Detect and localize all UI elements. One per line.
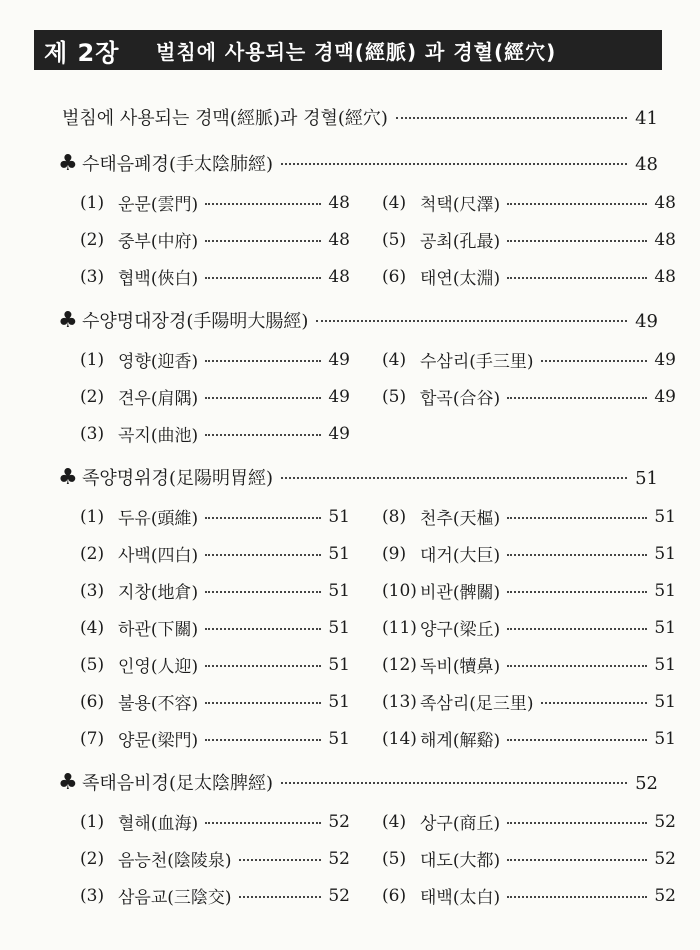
toc-entry xyxy=(382,535,676,572)
entry-page: 49 xyxy=(328,423,350,444)
section-title: 수양명대장경(手陽明大腸經) xyxy=(82,311,309,332)
section-title: 족태음비경(足太陰脾經) xyxy=(82,773,273,794)
entry-name: 태백(太白) xyxy=(420,888,501,908)
dot-leader xyxy=(205,739,321,741)
entry-page: 51 xyxy=(654,691,676,712)
section-page: 52 xyxy=(635,773,658,794)
entry-page: 52 xyxy=(328,811,350,832)
toc-entry xyxy=(382,498,676,535)
dot-leader xyxy=(507,517,647,519)
dot-leader xyxy=(507,665,647,667)
toc-section xyxy=(58,307,676,452)
entry-page: 51 xyxy=(328,654,350,675)
dot-leader xyxy=(507,554,647,556)
toc-entry xyxy=(382,378,676,415)
entry-number: (4) xyxy=(80,617,105,638)
dot-leader xyxy=(507,739,647,741)
dot-leader xyxy=(205,822,321,824)
dot-leader xyxy=(281,163,627,165)
entry-number: (14) xyxy=(382,728,417,749)
toc-entry xyxy=(80,378,350,415)
entry-name: 수삼리(手三里) xyxy=(420,352,534,372)
toc-entry xyxy=(382,221,676,258)
section-page: 49 xyxy=(635,311,658,332)
entry-page: 51 xyxy=(654,580,676,601)
entry-page: 51 xyxy=(654,728,676,749)
toc-sections xyxy=(58,150,676,914)
entry-number: (10) xyxy=(382,580,417,601)
toc-entry xyxy=(382,877,676,914)
toc-section xyxy=(58,464,676,757)
dot-leader xyxy=(205,628,321,630)
toc-entry xyxy=(80,535,350,572)
dot-leader xyxy=(541,702,647,704)
entry-page: 52 xyxy=(654,885,676,906)
entry-number: (2) xyxy=(80,848,105,869)
chapter-title: 벌침에 사용되는 경맥(經脈) 과 경혈(經穴) xyxy=(156,39,557,64)
toc-entry xyxy=(382,646,676,683)
toc-entry xyxy=(80,877,350,914)
toc-entry xyxy=(382,720,676,757)
entry-page: 51 xyxy=(328,506,350,527)
entry-page: 52 xyxy=(654,848,676,869)
entry-name: 불용(不容) xyxy=(118,694,199,714)
dot-leader xyxy=(507,277,647,279)
entry-name: 음능천(陰陵泉) xyxy=(118,851,232,871)
entry-number: (2) xyxy=(80,543,105,564)
toc-entry xyxy=(382,258,676,295)
entry-page: 48 xyxy=(328,229,350,250)
entry-name: 사백(四白) xyxy=(118,546,199,566)
dot-leader xyxy=(507,822,647,824)
toc-entry xyxy=(80,258,350,295)
entry-page: 49 xyxy=(328,349,350,370)
section-page: 51 xyxy=(635,468,658,489)
entry-number: (2) xyxy=(80,386,105,407)
section-heading xyxy=(58,464,658,498)
entry-name: 영향(迎香) xyxy=(118,352,199,372)
toc-section xyxy=(58,150,676,295)
dot-leader xyxy=(205,434,321,436)
entry-number: (1) xyxy=(80,506,105,527)
entry-page: 51 xyxy=(328,580,350,601)
toc-entry xyxy=(80,720,350,757)
table-of-contents xyxy=(58,104,676,914)
dot-leader xyxy=(541,360,647,362)
entry-name: 혈해(血海) xyxy=(118,814,199,834)
toc-entry xyxy=(382,803,676,840)
entry-number: (4) xyxy=(382,811,407,832)
entry-number: (1) xyxy=(80,811,105,832)
dot-leader xyxy=(239,896,321,898)
toc-intro-row xyxy=(62,104,658,138)
entry-name: 공최(孔最) xyxy=(420,232,501,252)
toc-entry xyxy=(80,646,350,683)
entry-number: (5) xyxy=(382,229,407,250)
entry-name: 인영(人迎) xyxy=(118,657,199,677)
toc-entry xyxy=(80,803,350,840)
entry-name: 척택(尺澤) xyxy=(420,195,501,215)
entry-name: 곡지(曲池) xyxy=(118,426,199,446)
dot-leader xyxy=(507,628,647,630)
entry-page: 49 xyxy=(654,349,676,370)
entry-page: 48 xyxy=(654,229,676,250)
entry-number: (12) xyxy=(382,654,417,675)
entry-page: 52 xyxy=(654,811,676,832)
entry-page: 48 xyxy=(328,192,350,213)
entry-number: (13) xyxy=(382,691,417,712)
entry-number: (3) xyxy=(80,580,105,601)
entry-name: 해계(解谿) xyxy=(420,731,501,751)
dot-leader xyxy=(316,320,627,322)
entry-name: 삼음교(三陰交) xyxy=(118,888,232,908)
toc-entry xyxy=(80,840,350,877)
toc-section xyxy=(58,769,676,914)
entry-page: 51 xyxy=(328,728,350,749)
intro-title: 벌침에 사용되는 경맥(經脈)과 경혈(經穴) xyxy=(62,108,388,129)
entry-name: 협백(俠白) xyxy=(118,269,199,289)
toc-entry xyxy=(382,609,676,646)
dot-leader xyxy=(507,203,647,205)
entry-number: (5) xyxy=(80,654,105,675)
dot-leader xyxy=(239,859,321,861)
section-heading xyxy=(58,769,658,803)
dot-leader xyxy=(205,240,321,242)
toc-entry xyxy=(382,840,676,877)
entry-page: 48 xyxy=(654,266,676,287)
chapter-number: 제 2장 xyxy=(44,38,120,67)
entry-page: 52 xyxy=(328,885,350,906)
section-page: 48 xyxy=(635,154,658,175)
entry-number: (5) xyxy=(382,386,407,407)
entry-page: 49 xyxy=(654,386,676,407)
dot-leader xyxy=(507,397,647,399)
dot-leader xyxy=(205,203,321,205)
toc-entry xyxy=(80,609,350,646)
entry-name: 두유(頭維) xyxy=(118,509,199,529)
entry-name: 태연(太淵) xyxy=(420,269,501,289)
entry-number: (7) xyxy=(80,728,105,749)
toc-entry xyxy=(80,341,350,378)
entry-page: 51 xyxy=(654,543,676,564)
entry-number: (9) xyxy=(382,543,407,564)
entry-number: (3) xyxy=(80,885,105,906)
entry-page: 51 xyxy=(328,691,350,712)
chapter-header xyxy=(34,30,662,70)
entry-number: (1) xyxy=(80,349,105,370)
dot-leader xyxy=(205,665,321,667)
entry-page: 49 xyxy=(328,386,350,407)
toc-entry xyxy=(80,221,350,258)
section-title: 족양명위경(足陽明胃經) xyxy=(82,468,273,489)
club-suit-icon: ♣ xyxy=(58,308,78,333)
club-suit-icon: ♣ xyxy=(58,465,78,490)
entry-name: 족삼리(足三里) xyxy=(420,694,534,714)
entry-number: (2) xyxy=(80,229,105,250)
entry-page: 52 xyxy=(328,848,350,869)
dot-leader xyxy=(205,554,321,556)
entry-number: (11) xyxy=(382,617,417,638)
entry-name: 상구(商丘) xyxy=(420,814,501,834)
club-suit-icon: ♣ xyxy=(58,151,78,176)
entry-page: 51 xyxy=(654,617,676,638)
dot-leader xyxy=(507,591,647,593)
dot-leader xyxy=(396,117,627,119)
dot-leader xyxy=(205,397,321,399)
entry-number: (6) xyxy=(382,885,407,906)
entry-number: (4) xyxy=(382,192,407,213)
entry-name: 양문(梁門) xyxy=(118,731,199,751)
entry-page: 51 xyxy=(328,617,350,638)
entry-number: (4) xyxy=(382,349,407,370)
toc-entry xyxy=(80,184,350,221)
entry-grid xyxy=(62,498,676,757)
entry-page: 51 xyxy=(328,543,350,564)
entry-grid xyxy=(62,341,676,452)
entry-grid xyxy=(62,803,676,914)
entry-number: (6) xyxy=(382,266,407,287)
club-suit-icon: ♣ xyxy=(58,770,78,795)
entry-number: (3) xyxy=(80,266,105,287)
section-title: 수태음폐경(手太陰肺經) xyxy=(82,154,273,175)
dot-leader xyxy=(507,240,647,242)
entry-name: 천추(天樞) xyxy=(420,509,501,529)
entry-number: (6) xyxy=(80,691,105,712)
toc-entry xyxy=(382,184,676,221)
toc-entry xyxy=(80,572,350,609)
dot-leader xyxy=(205,360,321,362)
dot-leader xyxy=(205,517,321,519)
entry-page: 51 xyxy=(654,506,676,527)
dot-leader xyxy=(281,782,627,784)
toc-entry xyxy=(382,683,676,720)
entry-name: 지창(地倉) xyxy=(118,583,199,603)
entry-name: 하관(下關) xyxy=(118,620,199,640)
dot-leader xyxy=(205,277,321,279)
entry-number: (8) xyxy=(382,506,407,527)
dot-leader xyxy=(281,477,627,479)
dot-leader xyxy=(205,702,321,704)
toc-entry xyxy=(80,498,350,535)
entry-name: 대도(大都) xyxy=(420,851,501,871)
entry-grid xyxy=(62,184,676,295)
dot-leader xyxy=(507,896,647,898)
toc-entry xyxy=(382,572,676,609)
entry-name: 합곡(合谷) xyxy=(420,389,501,409)
entry-page: 48 xyxy=(654,192,676,213)
entry-name: 독비(犢鼻) xyxy=(420,657,501,677)
entry-name: 운문(雲門) xyxy=(118,195,199,215)
entry-number: (1) xyxy=(80,192,105,213)
entry-name: 비관(髀關) xyxy=(420,583,501,603)
entry-page: 48 xyxy=(328,266,350,287)
entry-name: 양구(梁丘) xyxy=(420,620,501,640)
intro-page: 41 xyxy=(635,108,658,129)
toc-entry xyxy=(382,341,676,378)
entry-name: 중부(中府) xyxy=(118,232,199,252)
entry-number: (5) xyxy=(382,848,407,869)
dot-leader xyxy=(507,859,647,861)
section-heading xyxy=(58,150,658,184)
dot-leader xyxy=(205,591,321,593)
entry-name: 견우(肩隅) xyxy=(118,389,199,409)
toc-entry xyxy=(80,415,350,452)
entry-number: (3) xyxy=(80,423,105,444)
section-heading xyxy=(58,307,658,341)
entry-page: 51 xyxy=(654,654,676,675)
toc-entry xyxy=(80,683,350,720)
entry-name: 대거(大巨) xyxy=(420,546,501,566)
